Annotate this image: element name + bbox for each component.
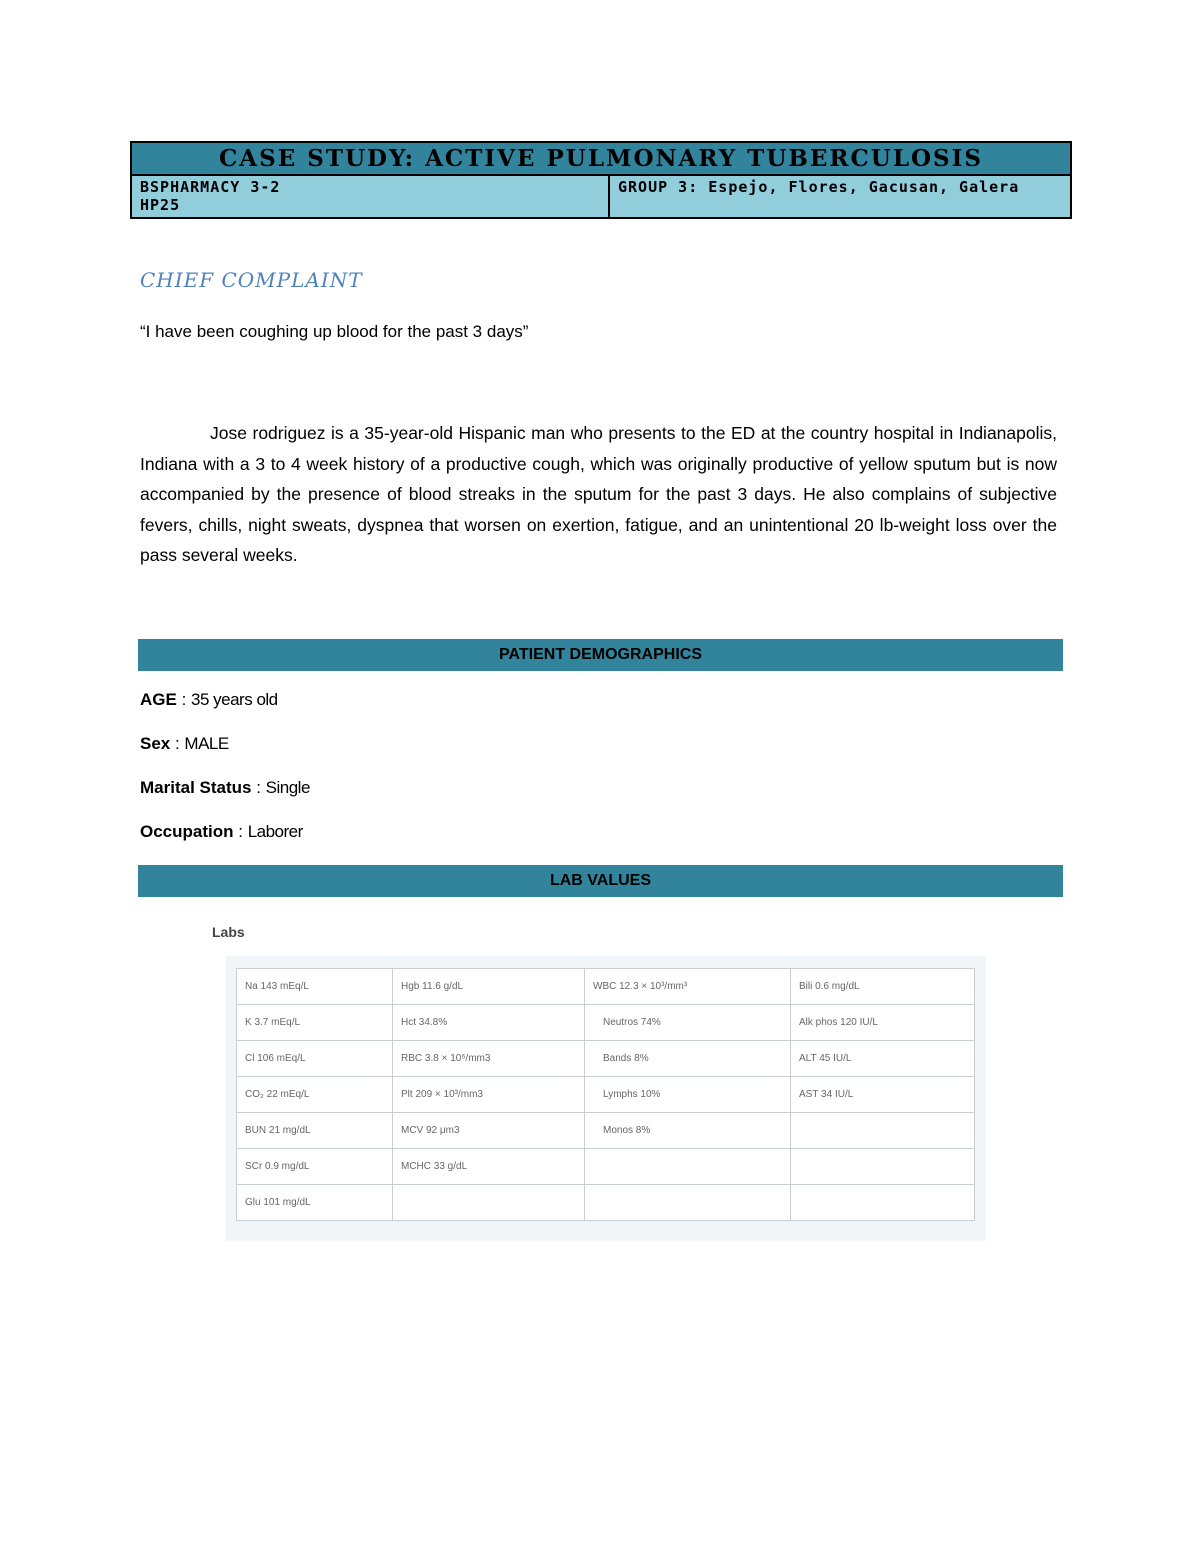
table-cell: CO₂ 22 mEq/L	[237, 1077, 393, 1113]
case-study-title: CASE STUDY: ACTIVE PULMONARY TUBERCULOSIS	[132, 143, 1070, 176]
table-cell: Glu 101 mg/dL	[237, 1185, 393, 1221]
table-row	[237, 1077, 975, 1113]
table-cell: RBC 3.8 × 10⁶/mm3	[393, 1041, 585, 1077]
table-cell: Hgb 11.6 g/dL	[393, 969, 585, 1005]
table-cell	[393, 1185, 585, 1221]
sex-separator: :	[170, 734, 185, 753]
table-row	[237, 1113, 975, 1149]
table-cell: MCHC 33 g/dL	[393, 1149, 585, 1185]
table-cell	[791, 1113, 975, 1149]
table-cell: AST 34 IU/L	[791, 1077, 975, 1113]
marital-status-value: Single	[265, 778, 310, 797]
age-separator: :	[176, 690, 192, 709]
course-code: HP25	[140, 196, 181, 214]
age-label: AGE	[140, 690, 177, 709]
table-cell: ALT 45 IU/L	[791, 1041, 975, 1077]
table-cell: Neutros 74%	[585, 1005, 791, 1041]
chief-complaint-heading: CHIEF COMPLAINT	[140, 268, 363, 292]
table-cell: K 3.7 mEq/L	[237, 1005, 393, 1041]
marital-status-label: Marital Status	[140, 778, 252, 797]
case-study-header	[130, 141, 1072, 219]
marital-separator: :	[251, 778, 266, 797]
sex-label: Sex	[140, 734, 171, 753]
marital-status-line	[140, 778, 310, 798]
age-value: 35 years old	[191, 690, 278, 709]
table-cell: Cl 106 mEq/L	[237, 1041, 393, 1077]
lab-values-bar: LAB VALUES	[138, 865, 1063, 897]
table-cell	[791, 1185, 975, 1221]
chief-complaint-quote: “I have been coughing up blood for the past 3 days”	[140, 322, 529, 341]
occupation-label: Occupation	[140, 822, 234, 841]
table-cell: SCr 0.9 mg/dL	[237, 1149, 393, 1185]
table-cell: Bili 0.6 mg/dL	[791, 969, 975, 1005]
occupation-line	[140, 822, 303, 842]
table-cell: Monos 8%	[585, 1113, 791, 1149]
table-row	[237, 1041, 975, 1077]
sex-line	[140, 734, 229, 754]
table-row	[237, 1149, 975, 1185]
table-cell	[585, 1149, 791, 1185]
labs-title: Labs	[212, 924, 245, 940]
table-row	[237, 969, 975, 1005]
table-cell: Lymphs 10%	[585, 1077, 791, 1113]
case-narrative: Jose rodriguez is a 35-year-old Hispanic man who presents to the ED at the country hospital in Indianapolis, Indiana with a 3 to 4 week history of a productive cough, which was originally productive of yellow sputum but is now accompanied by the presence of blood streaks in the sputum for the past 3 days. He also complains of subjective fevers, chills, night sweats, dyspnea that worsen on exertion, fatigue, and an unintentional 20 lb-weight loss over the pass several weeks.	[140, 423, 1057, 565]
table-row	[237, 1005, 975, 1041]
sex-value: MALE	[184, 734, 229, 753]
patient-demographics-bar: PATIENT DEMOGRAPHICS	[138, 639, 1063, 671]
table-cell: Plt 209 × 10³/mm3	[393, 1077, 585, 1113]
age-line	[140, 690, 278, 710]
header-info-row	[132, 176, 1070, 217]
occupation-separator: :	[233, 822, 248, 841]
table-cell: MCV 92 μm3	[393, 1113, 585, 1149]
table-cell: WBC 12.3 × 10³/mm³	[585, 969, 791, 1005]
course-section-cell	[132, 176, 610, 217]
occupation-value: Laborer	[247, 822, 303, 841]
table-cell: Alk phos 120 IU/L	[791, 1005, 975, 1041]
labs-table	[236, 968, 975, 1221]
labs-panel	[226, 956, 986, 1241]
table-cell: BUN 21 mg/dL	[237, 1113, 393, 1149]
table-cell: Bands 8%	[585, 1041, 791, 1077]
table-cell: Hct 34.8%	[393, 1005, 585, 1041]
group-members: GROUP 3: Espejo, Flores, Gacusan, Galera	[618, 178, 1020, 196]
course-section: BSPHARMACY 3-2	[140, 178, 281, 196]
table-cell	[791, 1149, 975, 1185]
table-row	[237, 1185, 975, 1221]
table-cell	[585, 1185, 791, 1221]
table-cell: Na 143 mEq/L	[237, 969, 393, 1005]
